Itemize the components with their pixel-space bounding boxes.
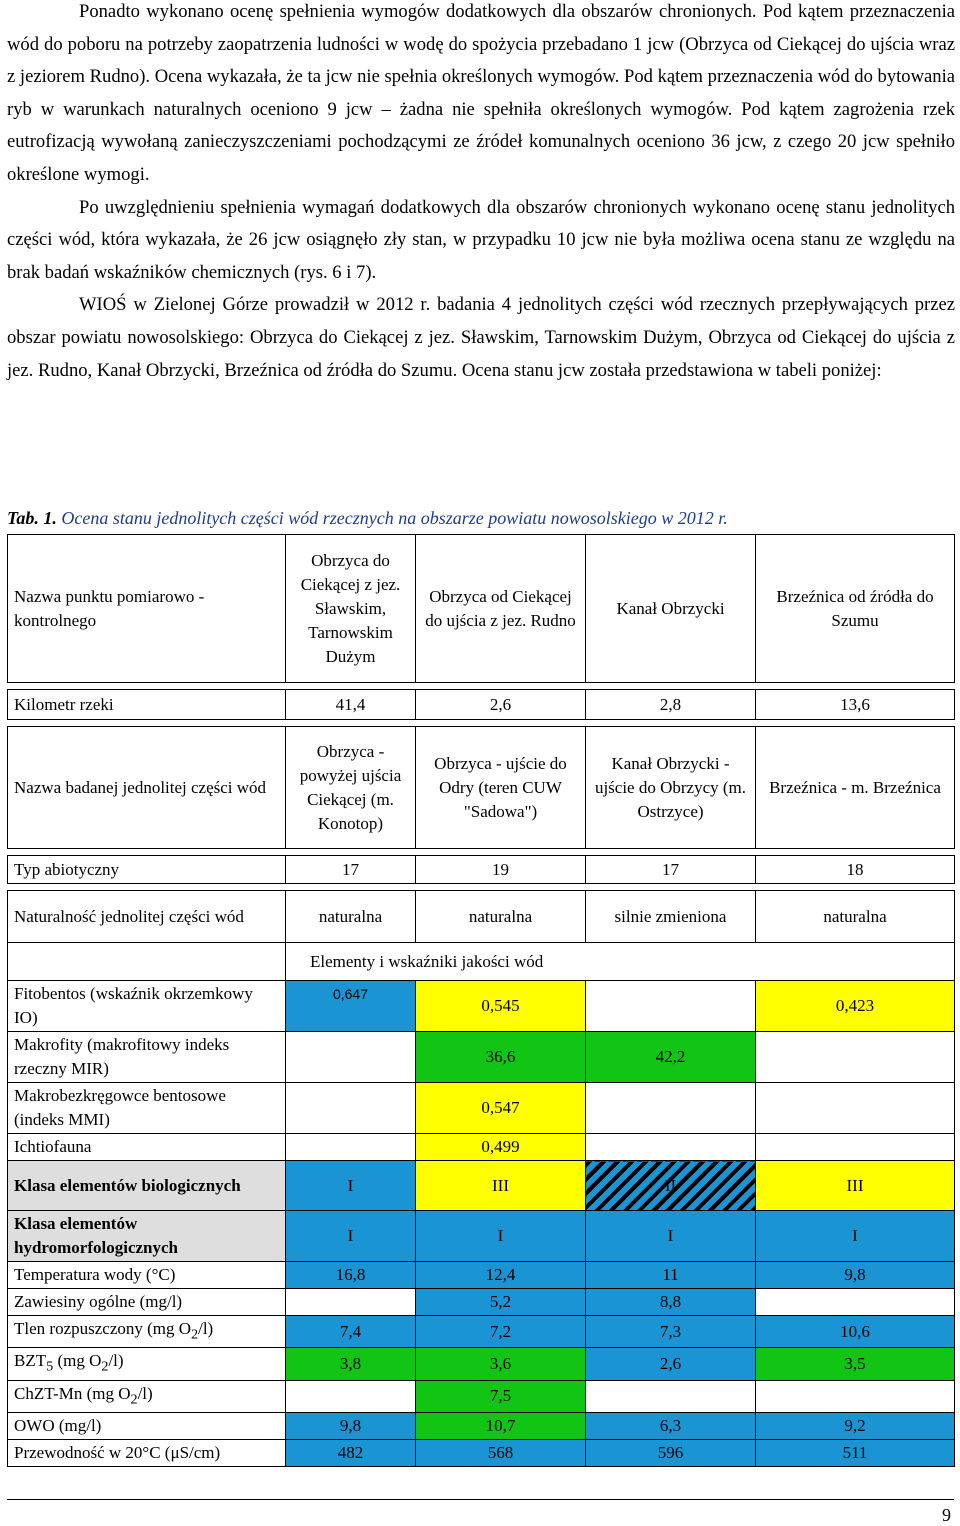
table-cell: 3,5 (756, 1348, 955, 1380)
table-cell: Obrzyca - powyżej ujścia Ciekącej (m. Konotop) (286, 727, 416, 849)
page-number: 9 (942, 1505, 951, 1525)
table-row (8, 1134, 955, 1161)
table-row (8, 981, 955, 1032)
table-cell: 5,2 (416, 1289, 586, 1316)
table-cell: naturalna (286, 891, 416, 943)
row-label: Klasa elementów biologicznych (8, 1161, 286, 1211)
table-cell: 0,423 (756, 981, 955, 1032)
paragraph-2: Po uwzględnieniu spełnienia wymagań dodatkowych dla obszarów chronionych wykonano ocenę stanu jednolitych części wód, która wykazała, że 26 jcw osiągnęło zły stan, w przypadku 10 jcw nie była możliwa ocena stanu ze względu na brak badań wskaźników chemicznych (rys. 6 i 7). (7, 196, 955, 283)
table-row (8, 1316, 955, 1348)
table-cell: 482 (286, 1440, 416, 1467)
table-row (8, 1348, 955, 1380)
table-cell: 13,6 (756, 690, 955, 720)
table-row (8, 1083, 955, 1134)
table-cell: 511 (756, 1440, 955, 1467)
section-row (8, 943, 955, 981)
row-label: ChZT-Mn (mg $O_2/l$) (8, 1380, 286, 1412)
table-cell (286, 1380, 416, 1412)
table-row (8, 891, 955, 943)
column-header: Obrzyca do Ciekącej z jez. Sławskim, Tarnowskim Dużym (286, 535, 416, 683)
table-cell: 9,8 (756, 1262, 955, 1289)
header-label: Nazwa punktu pomiarowo - kontrolnego (8, 535, 286, 683)
table-cell (756, 1083, 955, 1134)
table-cell: Kanał Obrzycki - ujście do Obrzycy (m. Ostrzyce) (586, 727, 756, 849)
table-caption-text: Ocena stanu jednolitych części wód rzecznych na obszarze powiatu nowosolskiego w 2012 r. (61, 508, 728, 528)
table-row (8, 1413, 955, 1440)
column-header: Brzeźnica od źródła do Szumu (756, 535, 955, 683)
table-cell: 2,8 (586, 690, 756, 720)
row-label: Naturalność jednolitej części wód (8, 891, 286, 943)
table-cell: 0,547 (416, 1083, 586, 1134)
water-quality-table (7, 534, 955, 1467)
row-label: Makrobezkręgowce bentosowe (indeks MMI) (8, 1083, 286, 1134)
table-row (8, 856, 955, 884)
column-header: Kanał Obrzycki (586, 535, 756, 683)
row-label: Typ abiotyczny (8, 856, 286, 884)
table-cell: 17 (586, 856, 756, 884)
table-caption (7, 508, 728, 529)
table-cell: Brzeźnica - m. Brzeźnica (756, 727, 955, 849)
row-label: Tlen rozpuszczony (mg $O_2/l$) (8, 1316, 286, 1348)
row-label: Fitobentos (wskaźnik okrzemkowy IO) (8, 981, 286, 1032)
table-cell (286, 1083, 416, 1134)
footer-divider (7, 1499, 954, 1500)
row-label: Ichtiofauna (8, 1134, 286, 1161)
table-cell: 0,545 (416, 981, 586, 1032)
table-cell: 2,6 (416, 690, 586, 720)
table-cell: 0,647 (286, 981, 416, 1032)
table-cell: I (586, 1211, 756, 1262)
table-cell: 3,8 (286, 1348, 416, 1380)
table-cell (586, 1134, 756, 1161)
table-cell: 0,499 (416, 1134, 586, 1161)
table-cell: I (286, 1211, 416, 1262)
table-cell: 8,8 (586, 1289, 756, 1316)
row-label: Temperatura wody (°C) (8, 1262, 286, 1289)
table-cell: 568 (416, 1440, 586, 1467)
table-row (8, 1211, 955, 1262)
table-cell: 42,2 (586, 1032, 756, 1083)
table-cell (756, 1289, 955, 1316)
table-cell: 19 (416, 856, 586, 884)
table-cell: 9,2 (756, 1413, 955, 1440)
table-cell: 2,6 (586, 1348, 756, 1380)
table-row (8, 1032, 955, 1083)
table-cell: 41,4 (286, 690, 416, 720)
table-row (8, 1262, 955, 1289)
paragraph-1: Ponadto wykonano ocenę spełnienia wymogów dodatkowych dla obszarów chronionych. Pod kątem przeznaczenia wód do poboru na potrzeby zaopatrzenia ludności w wodę do spożycia przebadano 1 jcw (Obrzyca od Ciekącej do ujścia wraz z jeziorem Rudno). Ocena wykazała, że ta jcw nie spełnia określonych wymogów. Pod kątem przeznaczenia wód do bytowania ryb w warunkach naturalnych oceniono 9 jcw – żadna nie spełniła określonych wymogów. Pod kątem zagrożenia rzek eutrofizacją wywołaną zanieczyszczeniami pochodzącymi ze źródeł komunalnych oceniono 36 jcw, z czego 20 jcw spełniło określone wymogi. (7, 1, 955, 185)
table-cell: 7,4 (286, 1316, 416, 1348)
section-blank (8, 943, 286, 981)
table-cell: 7,5 (416, 1380, 586, 1412)
table-row (8, 1380, 955, 1412)
table-cell (756, 1032, 955, 1083)
row-label: Przewodność w 20°C (μS/cm) (8, 1440, 286, 1467)
body-text (7, 0, 955, 387)
table-cell (286, 1032, 416, 1083)
table-header-row (8, 535, 955, 683)
table-cell: silnie zmieniona (586, 891, 756, 943)
table-cell: naturalna (416, 891, 586, 943)
row-label: Klasa elementów hydromorfologicznych (8, 1211, 286, 1262)
table-cell: II (586, 1161, 756, 1211)
paragraph-3: WIOŚ w Zielonej Górze prowadził w 2012 r. badania 4 jednolitych części wód rzecznych przepływających przez obszar powiatu nowosolskiego: Obrzyca do Ciekącej z jez. Sławskim, Tarnowskim Dużym, Obrzyca od Ciekącej do ujścia z jez. Rudno, Kanał Obrzycki, Brzeźnica od źródła do Szumu. Ocena stanu jcw została przedstawiona w tabeli poniżej: (7, 294, 955, 381)
row-label: Nazwa badanej jednolitej części wód (8, 727, 286, 849)
section-title: Elementy i wskaźniki jakości wód (286, 943, 955, 981)
table-cell: III (416, 1161, 586, 1211)
table-cell: 9,8 (286, 1413, 416, 1440)
table-cell: 10,7 (416, 1413, 586, 1440)
table-cell: 6,3 (586, 1413, 756, 1440)
table-cell: 3,6 (416, 1348, 586, 1380)
table-row (8, 727, 955, 849)
table-cell: I (756, 1211, 955, 1262)
row-label: Zawiesiny ogólne (mg/l) (8, 1289, 286, 1316)
table-cell: I (286, 1161, 416, 1211)
column-header: Obrzyca od Ciekącej do ujścia z jez. Rudno (416, 535, 586, 683)
row-label: $BZT_5$ (mg $O_2/l$) (8, 1348, 286, 1380)
row-label: Makrofity (makrofitowy indeks rzeczny MIR) (8, 1032, 286, 1083)
table-cell (756, 1380, 955, 1412)
table-row (8, 1161, 955, 1211)
table-cell: Obrzyca - ujście do Odry (teren CUW "Sadowa") (416, 727, 586, 849)
table-row (8, 1440, 955, 1467)
row-label: Kilometr rzeki (8, 690, 286, 720)
table-cell: 7,3 (586, 1316, 756, 1348)
table-caption-label: Tab. 1. (7, 508, 57, 528)
table-cell: 36,6 (416, 1032, 586, 1083)
table-cell: 10,6 (756, 1316, 955, 1348)
table-cell: III (756, 1161, 955, 1211)
table-cell: 18 (756, 856, 955, 884)
table-cell: 596 (586, 1440, 756, 1467)
table-cell: 7,2 (416, 1316, 586, 1348)
table-cell (286, 1289, 416, 1316)
table-cell: 17 (286, 856, 416, 884)
table-cell: 12,4 (416, 1262, 586, 1289)
row-label: OWO (mg/l) (8, 1413, 286, 1440)
table-cell: 11 (586, 1262, 756, 1289)
table-row (8, 690, 955, 720)
table-row (8, 1289, 955, 1316)
table-cell: naturalna (756, 891, 955, 943)
table-cell (286, 1134, 416, 1161)
table-cell (586, 1380, 756, 1412)
table-cell: I (416, 1211, 586, 1262)
table-cell (586, 1083, 756, 1134)
table-cell: 16,8 (286, 1262, 416, 1289)
table-cell (586, 981, 756, 1032)
table-cell (756, 1134, 955, 1161)
